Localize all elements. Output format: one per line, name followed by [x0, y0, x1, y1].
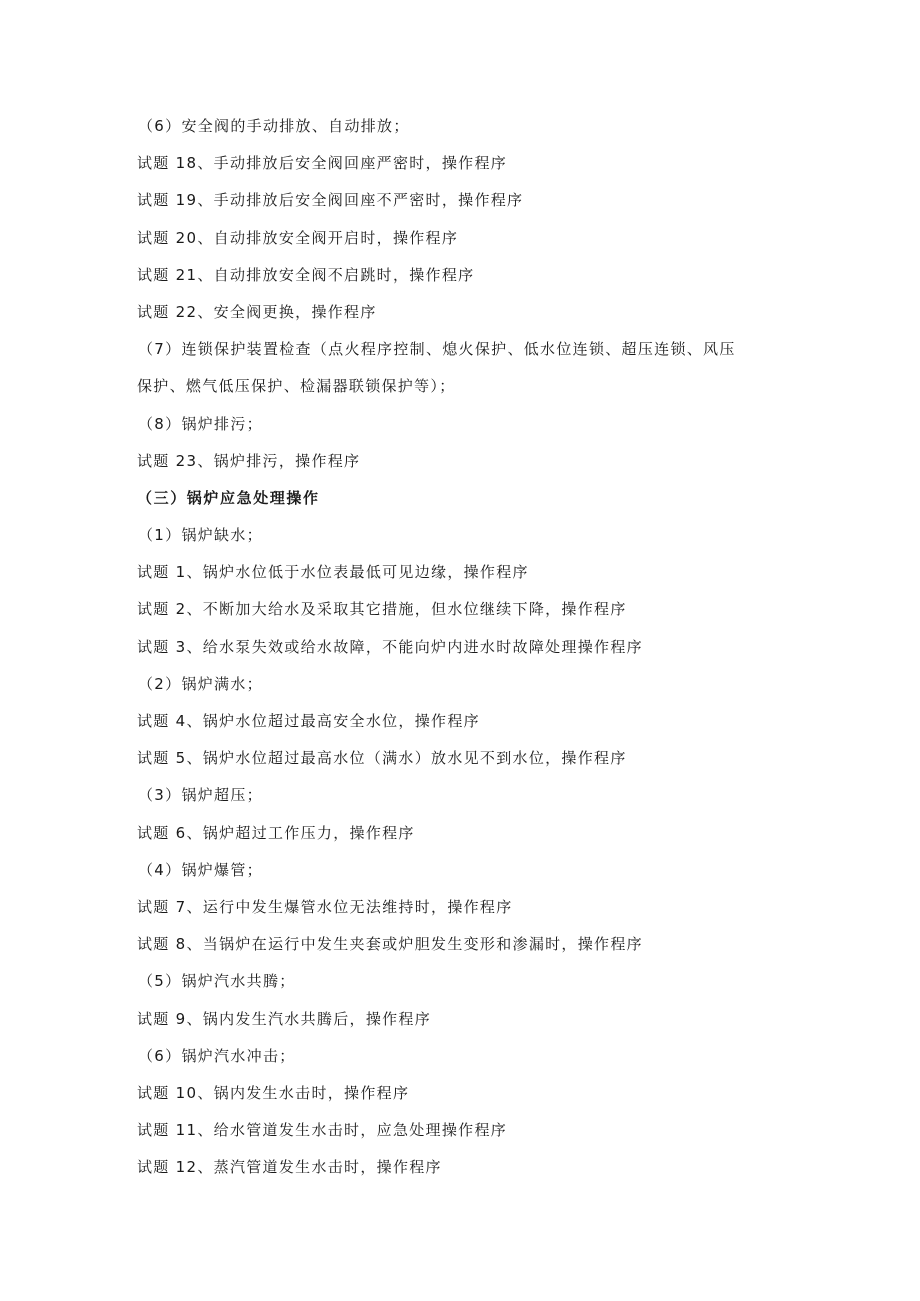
- question-9: 试题 9、锅内发生汽水共腾后，操作程序: [137, 1009, 432, 1028]
- document-body: [137, 108, 787, 1186]
- subsection-3-overpressure: （3）锅炉超压；: [138, 786, 263, 805]
- question-8: 试题 8、当锅炉在运行中发生夹套或炉胆发生变形和渗漏时，操作程序: [137, 935, 643, 954]
- subsection-5-priming: （5）锅炉汽水共腾；: [138, 972, 296, 991]
- question-2: 试题 2、不断加大给水及采取其它措施，但水位继续下降，操作程序: [137, 600, 627, 619]
- question-3: 试题 3、给水泵失效或给水故障，不能向炉内进水时故障处理操作程序: [137, 637, 643, 656]
- question-18: 试题 18、手动排放后安全阀回座严密时，操作程序: [137, 154, 508, 173]
- question-11: 试题 11、给水管道发生水击时，应急处理操作程序: [137, 1121, 508, 1140]
- question-20: 试题 20、自动排放安全阀开启时，操作程序: [137, 228, 459, 247]
- question-21: 试题 21、自动排放安全阀不启跳时，操作程序: [137, 265, 475, 284]
- subsection-7-interlock: （7）连锁保护装置检查（点火程序控制、熄火保护、低水位连锁、超压连锁、风压: [138, 340, 736, 359]
- question-23: 试题 23、锅炉排污，操作程序: [137, 451, 361, 470]
- question-1: 试题 1、锅炉水位低于水位表最低可见边缘，操作程序: [137, 563, 529, 582]
- question-10: 试题 10、锅内发生水击时，操作程序: [137, 1083, 410, 1102]
- question-19: 试题 19、手动排放后安全阀回座不严密时，操作程序: [137, 191, 524, 210]
- question-5: 试题 5、锅炉水位超过最高水位（满水）放水见不到水位，操作程序: [137, 749, 627, 768]
- subsection-7-interlock-continued: 保护、燃气低压保护、检漏器联锁保护等）；: [137, 377, 456, 396]
- question-6: 试题 6、锅炉超过工作压力，操作程序: [137, 823, 415, 842]
- subsection-2-full-water: （2）锅炉满水；: [138, 674, 263, 693]
- subsection-6-water-hammer: （6）锅炉汽水冲击；: [138, 1046, 296, 1065]
- subsection-1-low-water: （1）锅炉缺水；: [138, 526, 263, 545]
- subsection-6-safety-valve: （6）安全阀的手动排放、自动排放；: [138, 117, 410, 135]
- question-22: 试题 22、安全阀更换，操作程序: [137, 302, 377, 321]
- question-7: 试题 7、运行中发生爆管水位无法维持时，操作程序: [137, 897, 513, 916]
- subsection-4-tube-burst: （4）锅炉爆管；: [138, 860, 263, 879]
- subsection-8-blowdown: （8）锅炉排污；: [138, 414, 263, 433]
- question-12: 试题 12、蒸汽管道发生水击时，操作程序: [137, 1158, 442, 1177]
- question-4: 试题 4、锅炉水位超过最高安全水位，操作程序: [137, 712, 480, 730]
- section-3-heading: （三）锅炉应急处理操作: [137, 488, 320, 507]
